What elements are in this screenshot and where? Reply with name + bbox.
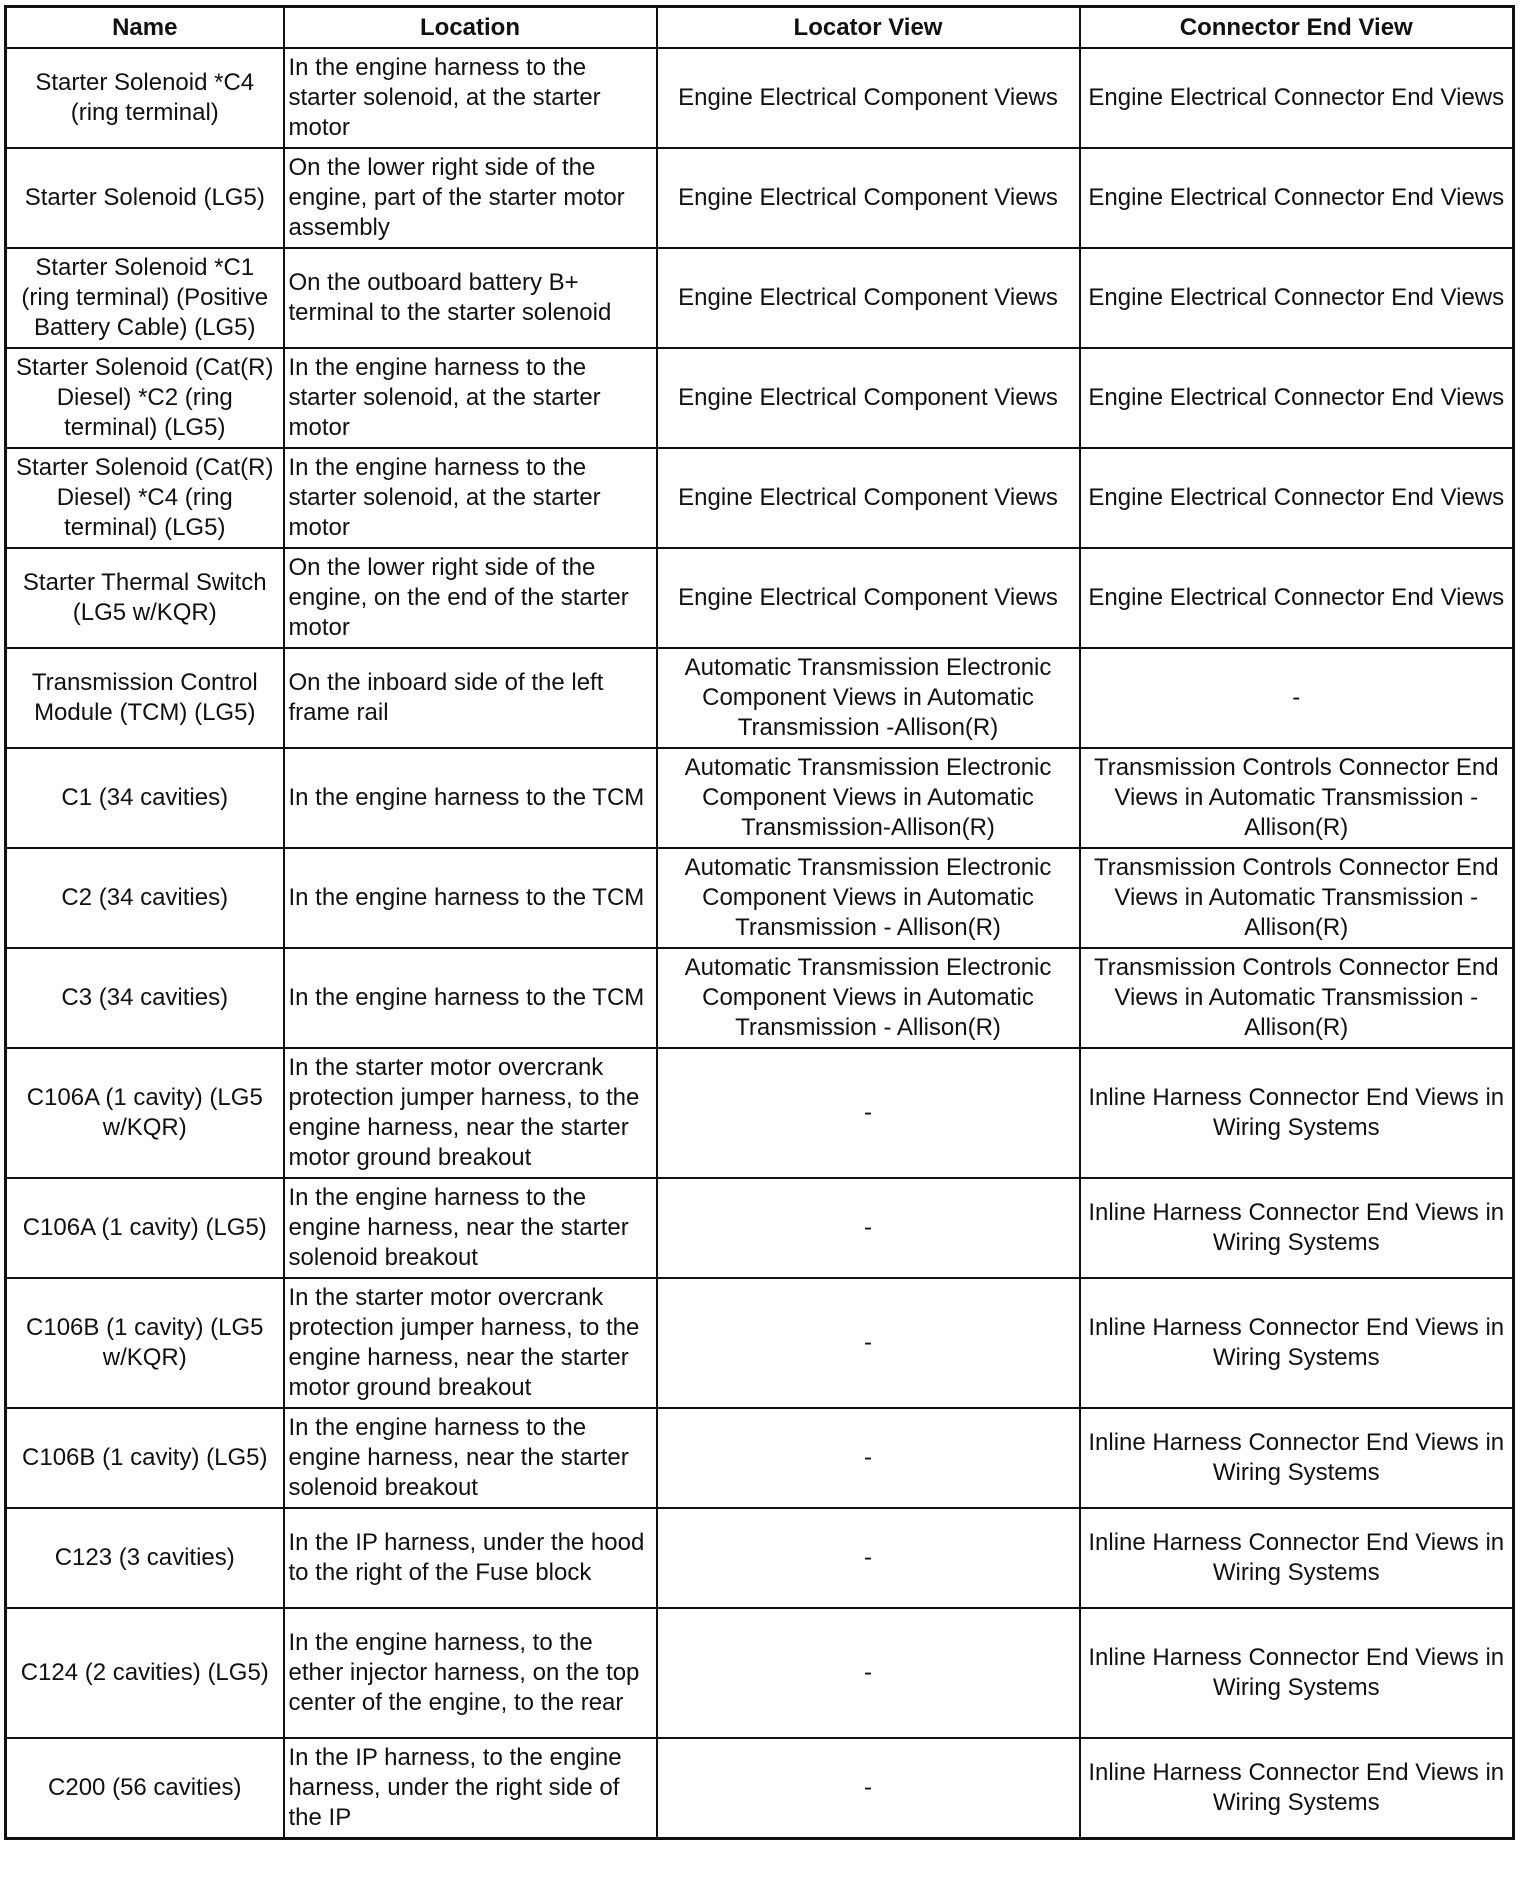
header-location: Location bbox=[284, 7, 657, 49]
cell-locator-view: - bbox=[657, 1048, 1080, 1178]
connector-table bbox=[4, 5, 1515, 1840]
cell-connector-end-view: Inline Harness Connector End Views in Wiring Systems bbox=[1080, 1178, 1514, 1278]
cell-locator-view: - bbox=[657, 1608, 1080, 1738]
table-row bbox=[6, 948, 1514, 1048]
cell-locator-view: Automatic Transmission Electronic Component Views in Automatic Transmission - Allison(R) bbox=[657, 948, 1080, 1048]
cell-connector-end-view: Inline Harness Connector End Views in Wiring Systems bbox=[1080, 1608, 1514, 1738]
table-header-row bbox=[6, 7, 1514, 49]
cell-name: C106B (1 cavity) (LG5 w/KQR) bbox=[6, 1278, 284, 1408]
table-row bbox=[6, 1408, 1514, 1508]
cell-location: In the engine harness to the engine harness, near the starter solenoid breakout bbox=[284, 1408, 657, 1508]
table-row bbox=[6, 1608, 1514, 1738]
cell-locator-view: - bbox=[657, 1508, 1080, 1608]
cell-locator-view: - bbox=[657, 1278, 1080, 1408]
cell-location: In the engine harness to the starter solenoid, at the starter motor bbox=[284, 348, 657, 448]
cell-connector-end-view: Engine Electrical Connector End Views bbox=[1080, 548, 1514, 648]
table-row bbox=[6, 1048, 1514, 1178]
cell-connector-end-view: Transmission Controls Connector End Views in Automatic Transmission - Allison(R) bbox=[1080, 748, 1514, 848]
cell-locator-view: - bbox=[657, 1408, 1080, 1508]
cell-name: C1 (34 cavities) bbox=[6, 748, 284, 848]
cell-connector-end-view: Inline Harness Connector End Views in Wiring Systems bbox=[1080, 1408, 1514, 1508]
document-page bbox=[4, 5, 1512, 1840]
cell-location: In the engine harness to the engine harness, near the starter solenoid breakout bbox=[284, 1178, 657, 1278]
cell-location: In the engine harness to the starter solenoid, at the starter motor bbox=[284, 448, 657, 548]
cell-locator-view: - bbox=[657, 1738, 1080, 1839]
cell-name: C200 (56 cavities) bbox=[6, 1738, 284, 1839]
cell-locator-view: Automatic Transmission Electronic Component Views in Automatic Transmission-Allison(R) bbox=[657, 748, 1080, 848]
cell-connector-end-view: - bbox=[1080, 648, 1514, 748]
cell-name: Starter Thermal Switch (LG5 w/KQR) bbox=[6, 548, 284, 648]
table-row bbox=[6, 148, 1514, 248]
table-row bbox=[6, 1178, 1514, 1278]
cell-connector-end-view: Engine Electrical Connector End Views bbox=[1080, 348, 1514, 448]
cell-location: In the starter motor overcrank protection jumper harness, to the engine harness, near the starter motor ground breakout bbox=[284, 1048, 657, 1178]
cell-connector-end-view: Inline Harness Connector End Views in Wiring Systems bbox=[1080, 1278, 1514, 1408]
table-row bbox=[6, 448, 1514, 548]
cell-connector-end-view: Inline Harness Connector End Views in Wiring Systems bbox=[1080, 1508, 1514, 1608]
cell-name: C124 (2 cavities) (LG5) bbox=[6, 1608, 284, 1738]
header-locator-view: Locator View bbox=[657, 7, 1080, 49]
cell-name: Starter Solenoid (Cat(R) Diesel) *C2 (ring terminal) (LG5) bbox=[6, 348, 284, 448]
cell-locator-view: Engine Electrical Component Views bbox=[657, 248, 1080, 348]
cell-locator-view: Engine Electrical Component Views bbox=[657, 448, 1080, 548]
cell-connector-end-view: Engine Electrical Connector End Views bbox=[1080, 248, 1514, 348]
cell-name: C106A (1 cavity) (LG5 w/KQR) bbox=[6, 1048, 284, 1178]
table-row bbox=[6, 48, 1514, 148]
cell-location: In the IP harness, under the hood to the right of the Fuse block bbox=[284, 1508, 657, 1608]
cell-locator-view: - bbox=[657, 1178, 1080, 1278]
cell-location: In the engine harness to the TCM bbox=[284, 748, 657, 848]
table-row bbox=[6, 1738, 1514, 1839]
cell-name: C106B (1 cavity) (LG5) bbox=[6, 1408, 284, 1508]
cell-location: In the engine harness to the TCM bbox=[284, 848, 657, 948]
cell-connector-end-view: Engine Electrical Connector End Views bbox=[1080, 48, 1514, 148]
cell-location: On the lower right side of the engine, part of the starter motor assembly bbox=[284, 148, 657, 248]
cell-name: Starter Solenoid *C4 (ring terminal) bbox=[6, 48, 284, 148]
cell-locator-view: Engine Electrical Component Views bbox=[657, 348, 1080, 448]
cell-connector-end-view: Engine Electrical Connector End Views bbox=[1080, 148, 1514, 248]
cell-location: On the outboard battery B+ terminal to the starter solenoid bbox=[284, 248, 657, 348]
cell-connector-end-view: Transmission Controls Connector End Views in Automatic Transmission - Allison(R) bbox=[1080, 948, 1514, 1048]
table-row bbox=[6, 848, 1514, 948]
cell-locator-view: Automatic Transmission Electronic Component Views in Automatic Transmission -Allison(R) bbox=[657, 648, 1080, 748]
cell-location: On the lower right side of the engine, on the end of the starter motor bbox=[284, 548, 657, 648]
cell-name: C123 (3 cavities) bbox=[6, 1508, 284, 1608]
cell-locator-view: Engine Electrical Component Views bbox=[657, 48, 1080, 148]
cell-name: Starter Solenoid (Cat(R) Diesel) *C4 (ring terminal) (LG5) bbox=[6, 448, 284, 548]
cell-name: Starter Solenoid (LG5) bbox=[6, 148, 284, 248]
cell-location: On the inboard side of the left frame rail bbox=[284, 648, 657, 748]
cell-location: In the IP harness, to the engine harness, under the right side of the IP bbox=[284, 1738, 657, 1839]
cell-connector-end-view: Inline Harness Connector End Views in Wiring Systems bbox=[1080, 1048, 1514, 1178]
table-row bbox=[6, 748, 1514, 848]
cell-name: Transmission Control Module (TCM) (LG5) bbox=[6, 648, 284, 748]
table-row bbox=[6, 548, 1514, 648]
cell-connector-end-view: Inline Harness Connector End Views in Wiring Systems bbox=[1080, 1738, 1514, 1839]
cell-name: C2 (34 cavities) bbox=[6, 848, 284, 948]
table-row bbox=[6, 248, 1514, 348]
cell-locator-view: Engine Electrical Component Views bbox=[657, 548, 1080, 648]
cell-name: C106A (1 cavity) (LG5) bbox=[6, 1178, 284, 1278]
cell-connector-end-view: Engine Electrical Connector End Views bbox=[1080, 448, 1514, 548]
header-name: Name bbox=[6, 7, 284, 49]
table-row bbox=[6, 1278, 1514, 1408]
table-row bbox=[6, 348, 1514, 448]
header-connector-end-view: Connector End View bbox=[1080, 7, 1514, 49]
cell-connector-end-view: Transmission Controls Connector End Views in Automatic Transmission - Allison(R) bbox=[1080, 848, 1514, 948]
table-row bbox=[6, 648, 1514, 748]
cell-location: In the starter motor overcrank protection jumper harness, to the engine harness, near the starter motor ground breakout bbox=[284, 1278, 657, 1408]
cell-location: In the engine harness, to the ether injector harness, on the top center of the engine, to the rear bbox=[284, 1608, 657, 1738]
cell-name: Starter Solenoid *C1 (ring terminal) (Positive Battery Cable) (LG5) bbox=[6, 248, 284, 348]
cell-locator-view: Automatic Transmission Electronic Component Views in Automatic Transmission - Allison(R) bbox=[657, 848, 1080, 948]
cell-name: C3 (34 cavities) bbox=[6, 948, 284, 1048]
cell-location: In the engine harness to the starter solenoid, at the starter motor bbox=[284, 48, 657, 148]
table-row bbox=[6, 1508, 1514, 1608]
cell-locator-view: Engine Electrical Component Views bbox=[657, 148, 1080, 248]
cell-location: In the engine harness to the TCM bbox=[284, 948, 657, 1048]
